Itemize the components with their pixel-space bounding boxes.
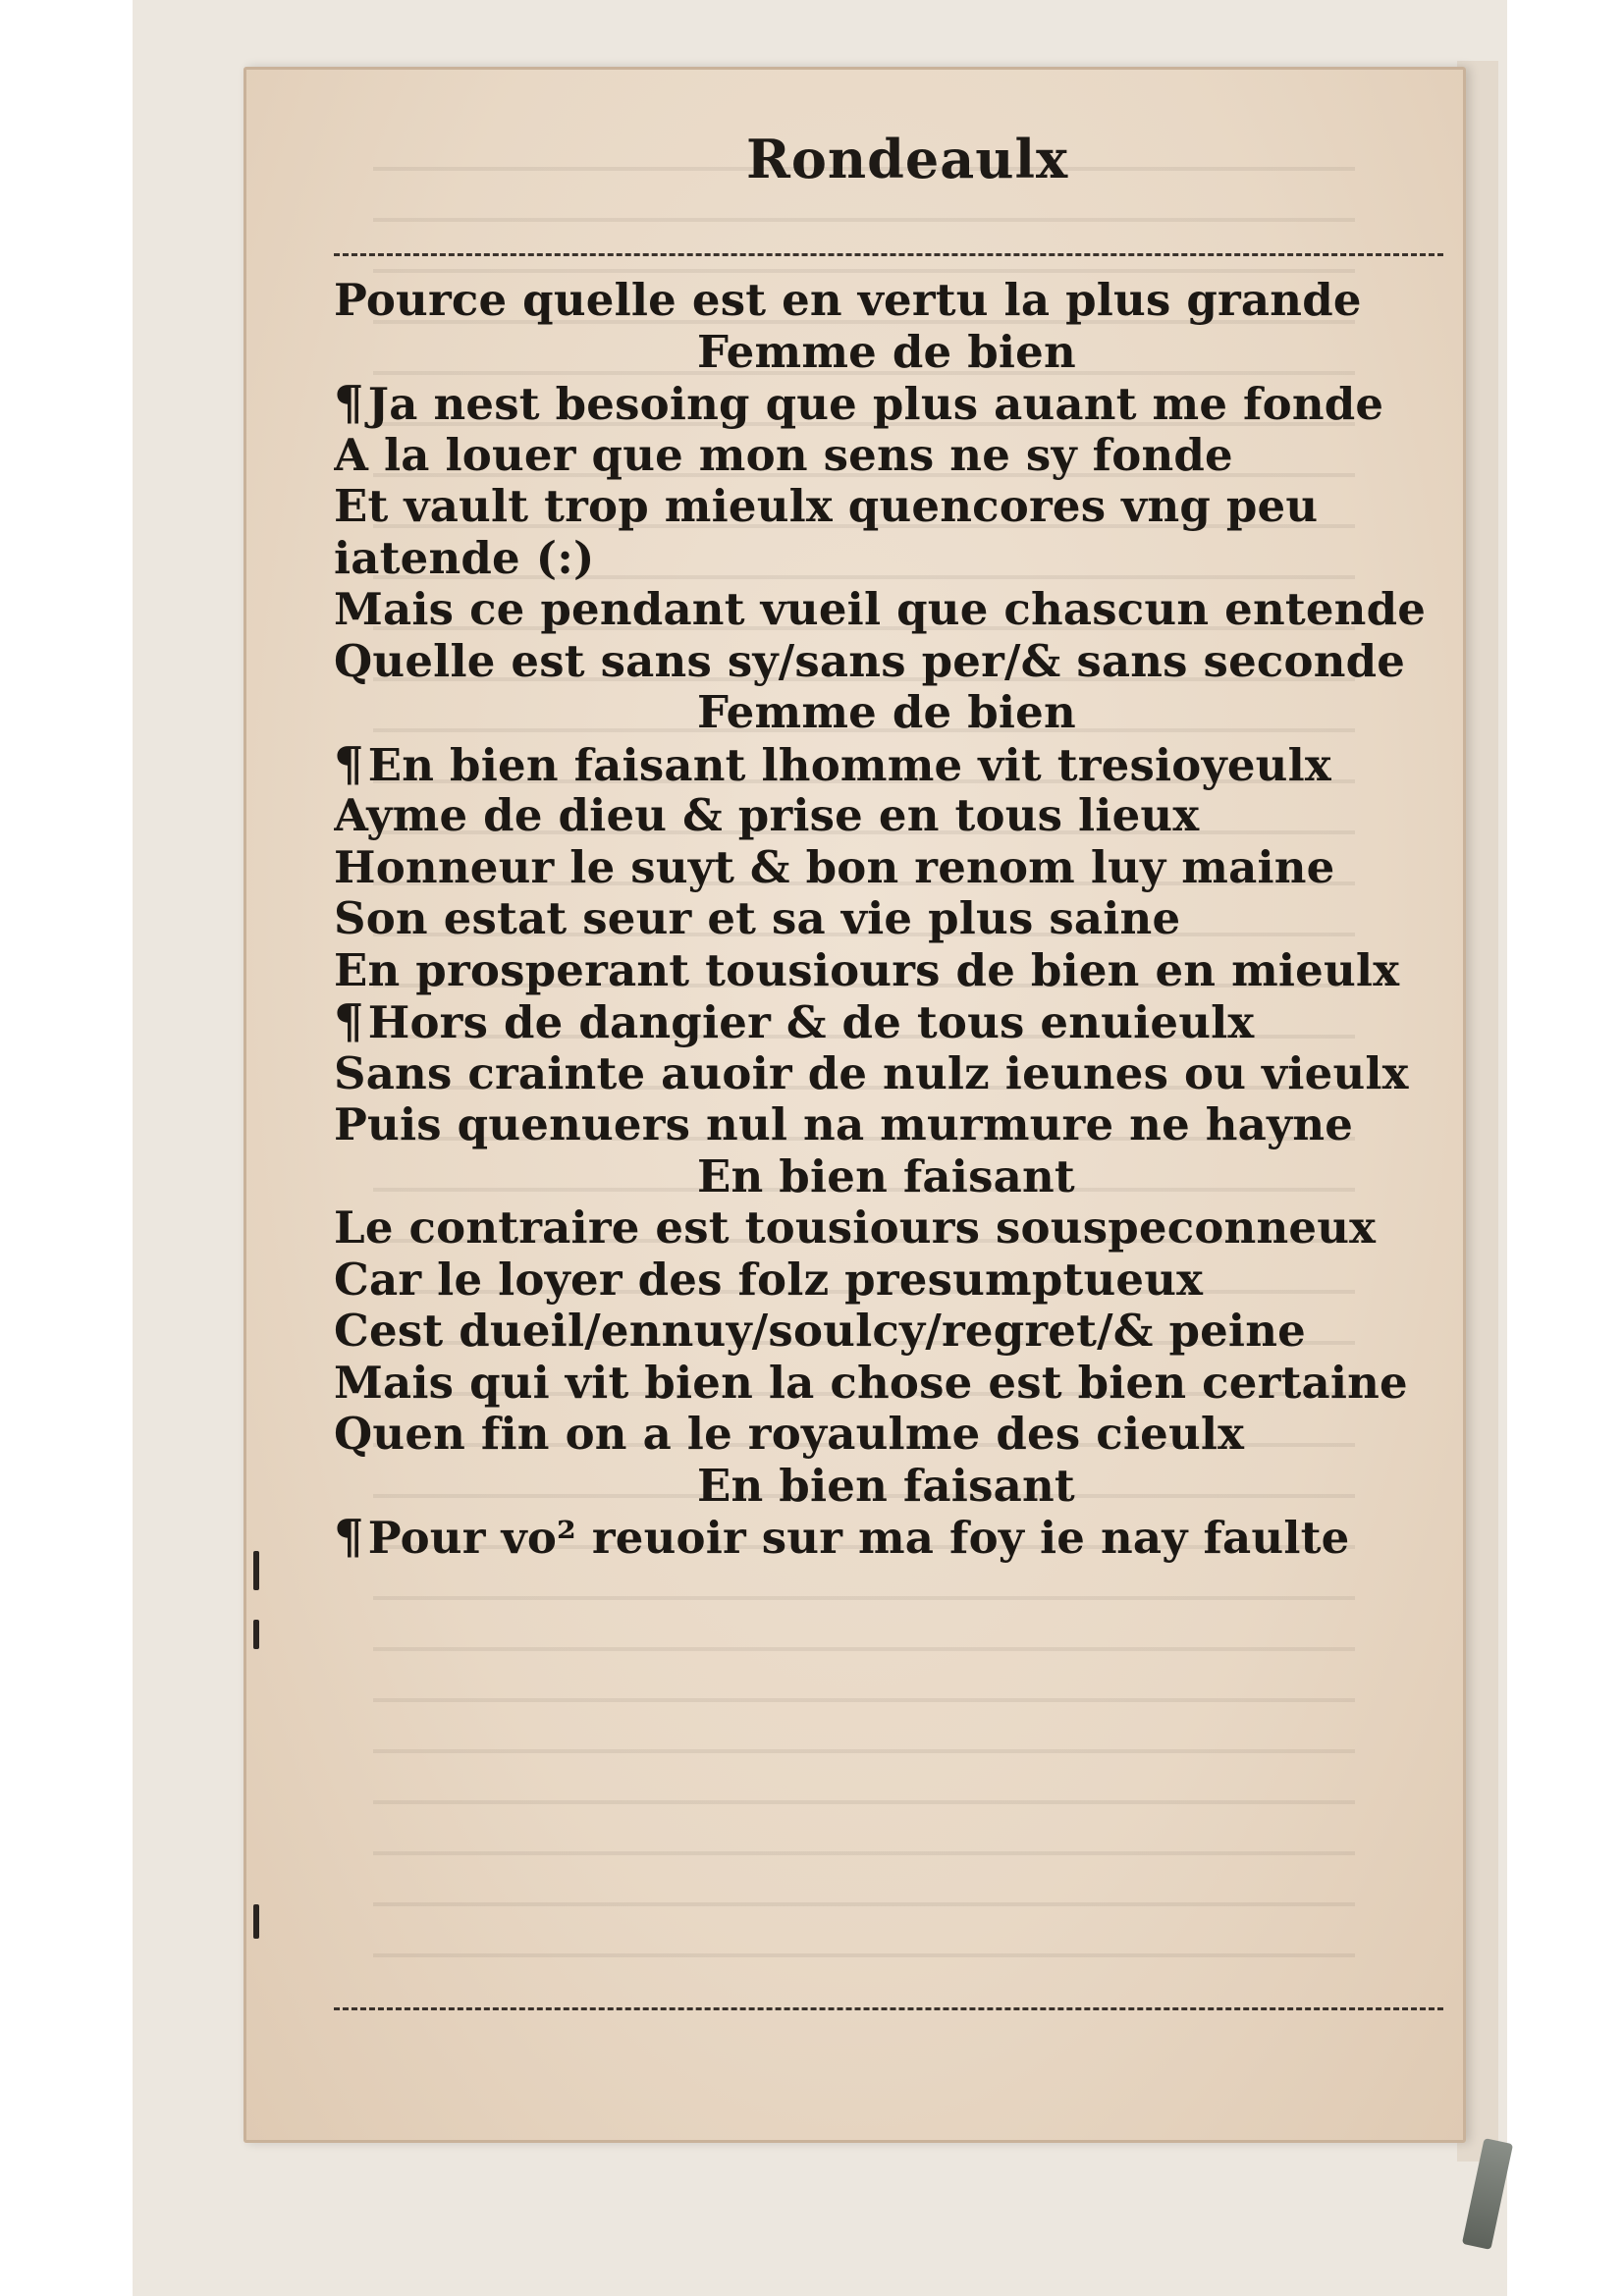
top-rule — [334, 253, 1443, 256]
line-text: iatende (:) — [334, 532, 595, 584]
verse-line — [334, 790, 1458, 842]
margin-mark — [253, 1551, 259, 1590]
pilcrow-mark: ¶ — [334, 378, 364, 430]
line-text: En bien faisant — [697, 1150, 1075, 1202]
verse-line — [334, 1099, 1458, 1151]
margin-mark — [253, 1904, 259, 1939]
line-text: Le contraire est tousiours souspeconneux — [334, 1202, 1377, 1254]
pilcrow-mark: ¶ — [334, 996, 364, 1048]
running-head: Rondeaulx — [746, 128, 1069, 190]
line-text: Mais qui vit bien la chose est bien certaine — [334, 1357, 1408, 1409]
verse-line — [334, 945, 1458, 997]
verse-line — [334, 481, 1458, 533]
line-text: Ayme de dieu & prise en tous lieux — [334, 790, 1200, 841]
verse-line — [334, 1358, 1458, 1410]
margin-mark — [253, 1620, 259, 1649]
refrain-line — [334, 1151, 1458, 1203]
verse-line — [334, 533, 1458, 585]
line-text: Quen fin on a le royaulme des cieulx — [334, 1409, 1245, 1460]
line-text: Hors de dangier & de tous enuieulx — [367, 996, 1255, 1048]
line-text: Car le loyer des folz presumptueux — [334, 1254, 1204, 1306]
verse-line — [334, 636, 1458, 688]
verse-line — [334, 1255, 1458, 1307]
line-text: En bien faisant — [697, 1460, 1075, 1512]
line-text: Quelle est sans sy/sans per/& sans seconde — [334, 635, 1406, 687]
bottom-rule — [334, 2007, 1443, 2010]
verse-line — [334, 584, 1458, 636]
line-text: Et vault trop mieulx quencores vng peu — [334, 481, 1319, 532]
verse-line — [334, 893, 1458, 945]
verse-line — [334, 996, 1458, 1048]
line-text: Son estat seur et sa vie plus saine — [334, 893, 1181, 944]
refrain-line — [334, 687, 1458, 739]
verse-line — [334, 1048, 1458, 1100]
line-text: Femme de bien — [697, 326, 1076, 378]
verse-line — [334, 1202, 1458, 1255]
verse-line — [334, 1306, 1458, 1358]
verse-line — [334, 1512, 1458, 1564]
pilcrow-mark: ¶ — [334, 738, 364, 790]
pilcrow-mark: ¶ — [334, 1512, 364, 1564]
line-text: Honneur le suyt & bon renom luy maine — [334, 841, 1335, 893]
line-text: A la louer que mon sens ne sy fonde — [334, 429, 1233, 481]
verse-line — [334, 378, 1458, 430]
refrain-line — [334, 327, 1458, 379]
line-text: En bien faisant lhomme vit tresioyeulx — [367, 738, 1331, 790]
refrain-line — [334, 1461, 1458, 1513]
line-text: Puis quenuers nul na murmure ne hayne — [334, 1099, 1354, 1150]
verse-line — [334, 275, 1458, 327]
line-text: Mais ce pendant vueil que chascun entende — [334, 584, 1427, 635]
line-text: En prosperant tousiours de bien en mieulx — [334, 944, 1400, 996]
verse-line — [334, 739, 1458, 791]
line-text: Femme de bien — [697, 687, 1076, 738]
verse-line — [334, 842, 1458, 894]
line-text: Cest dueil/ennuy/soulcy/regret/& peine — [334, 1306, 1306, 1357]
line-text: Sans crainte auoir de nulz ieunes ou vieulx — [334, 1047, 1409, 1099]
line-text: Pour vo² reuoir sur ma foy ie nay faulte — [367, 1512, 1350, 1564]
verse-line — [334, 430, 1458, 482]
verse-line — [334, 1409, 1458, 1461]
line-text: Ja nest besoing que plus auant me fonde — [367, 378, 1384, 430]
line-text: Pource quelle est en vertu la plus grande — [334, 275, 1362, 326]
poem-text — [334, 275, 1458, 1564]
